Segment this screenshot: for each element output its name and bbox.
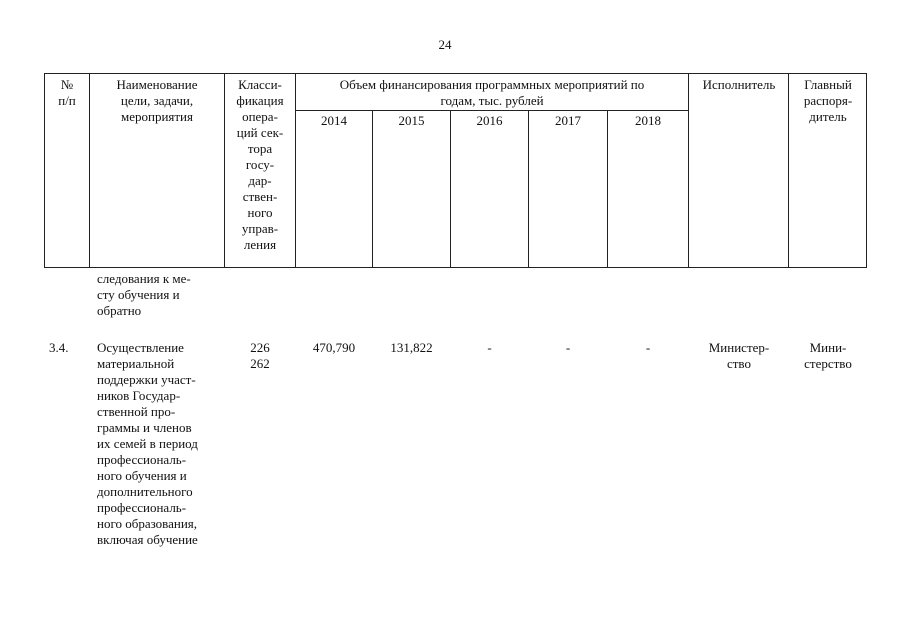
page-number: 24 — [438, 37, 452, 52]
row-name: Осуществление материальной поддержки участ- ников Государ- ственной про- граммы и членов их семей в период профессиональ- ного обучения и дополнительного профессиональ- ного образования, включая обучение — [97, 340, 198, 547]
row-value-2015: 131,822 — [390, 340, 433, 355]
header-executor: Исполнитель — [702, 77, 776, 92]
row-value-2016: - — [487, 340, 492, 355]
header-funding: Объем финансирования программных мероприятий по годам, тыс. рублей — [339, 77, 645, 108]
header-year-2016: 2016 — [476, 113, 503, 128]
row-classification: 226 262 — [250, 340, 270, 371]
row-value-2018: - — [645, 340, 651, 355]
row-number: 3.4. — [49, 340, 69, 355]
row-manager: Мини- стерство — [804, 340, 852, 371]
header-name: Наименование цели, задачи, мероприятия — [116, 77, 198, 124]
header-num: № п/п — [58, 77, 76, 108]
continuation-name: следования к ме- сту обучения и обратно — [97, 271, 191, 318]
row-value-2014: 470,790 — [312, 340, 356, 355]
header-year-2015: 2015 — [398, 113, 425, 128]
header-manager: Главный распоря- дитель — [803, 77, 853, 124]
row-executor: Министер- ство — [708, 340, 770, 371]
header-year-2018: 2018 — [635, 113, 661, 128]
header-classification: Класси- фикация опера- ций сек- тора госу- дар- ствен- ного управ- ления — [236, 77, 284, 252]
header-year-2014: 2014 — [321, 113, 347, 128]
row-value-2017: - — [565, 340, 571, 355]
header-year-2017: 2017 — [555, 113, 581, 128]
